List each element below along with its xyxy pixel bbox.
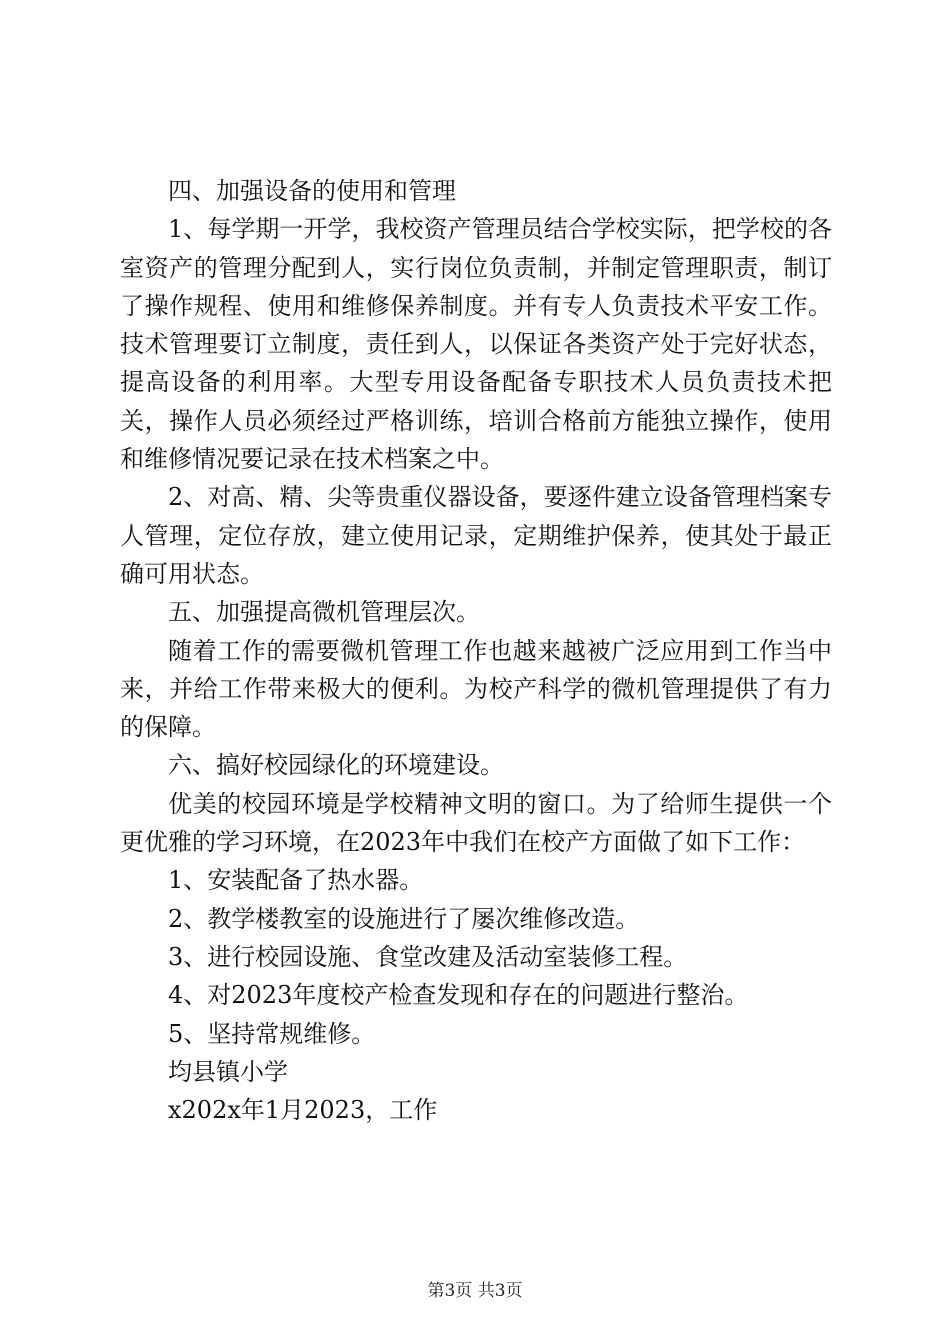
paragraph: 1、每学期一开学，我校资产管理员结合学校实际，把学校的各室资产的管理分配到人，实行岗位负责制，并制定管理职责，制订了操作规程、使用和维修保养制度。并有专人负责技术平安工作。技术管理要订立制度，责任到人，以保证各类资产处于完好状态，提高设备的利用率。大型专用设备配备专职技术人员负责技术把关，操作人员必须经过严格训练，培训合格前方能独立操作，使用和维修情况要记录在技术档案之中。 xyxy=(120,215,832,474)
list-item: 1、安装配备了热水器。 xyxy=(168,866,424,895)
list-item: 3、进行校园设施、食堂改建及活动室装修工程。 xyxy=(168,942,688,971)
signature-organization: 均县镇小学 xyxy=(168,1057,288,1086)
section-heading-6: 六、搞好校园绿化的环境建设。 xyxy=(168,751,504,780)
paragraph: 优美的校园环境是学校精神文明的窗口。为了给师生提供一个更优雅的学习环境，在2023年中我们在校产方面做了如下工作： xyxy=(120,789,832,857)
section-heading-4: 四、加强设备的使用和管理 xyxy=(168,177,456,205)
page-number-label: 第3页 共3页 xyxy=(427,1281,523,1301)
list-item: 2、教学楼教室的设施进行了屡次维修改造。 xyxy=(168,904,640,933)
paragraph: 随着工作的需要微机管理工作也越来越被广泛应用到工作当中来，并给工作带来极大的便利。为校产科学的微机管理提供了有力的保障。 xyxy=(120,636,832,742)
paragraph: 2、对高、精、尖等贵重仪器设备，要逐件建立设备管理档案专人管理，定位存放，建立使用记录，定期维护保养，使其处于最正确可用状态。 xyxy=(120,483,832,588)
section-heading-5: 五、加强提高微机管理层次。 xyxy=(168,598,480,627)
list-item: 5、坚持常规维修。 xyxy=(168,1019,376,1048)
page-footer xyxy=(0,1276,950,1301)
signature-date: x202x年1月2023，工作 xyxy=(168,1096,438,1125)
document-body xyxy=(120,172,832,1129)
list-item: 4、对2023年度校产检查发现和存在的问题进行整治。 xyxy=(168,981,749,1010)
